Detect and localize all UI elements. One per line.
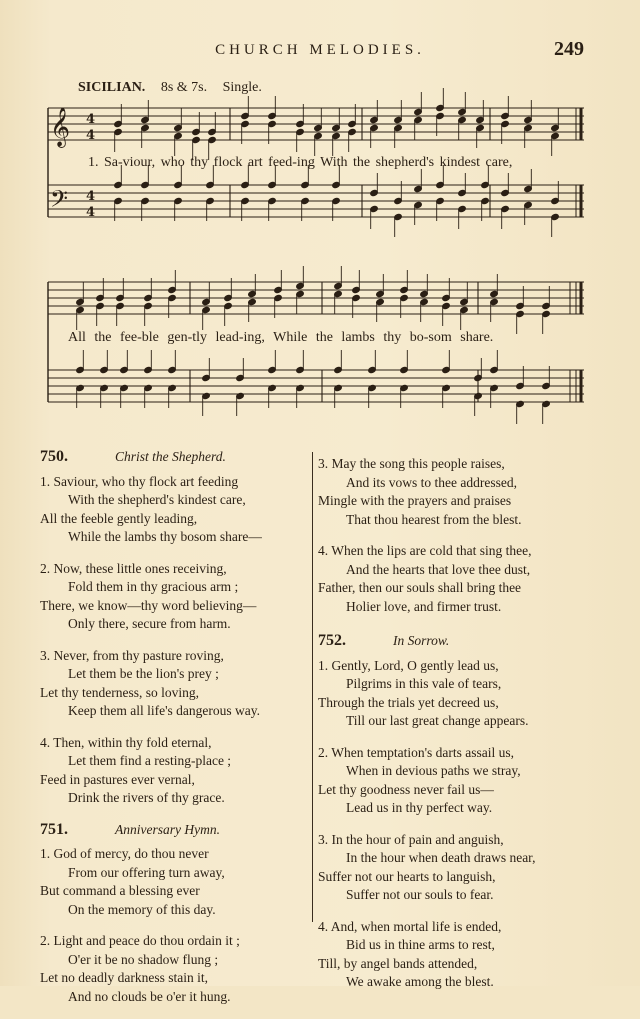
verse-line: 1. God of mercy, do thou never [40, 846, 209, 861]
verse-line: 1. Saviour, who thy flock art feeding [40, 473, 239, 489]
time-signature: 4 [86, 128, 96, 143]
verse-line: Only there, secure from harm. [68, 616, 231, 631]
verse-line: 2. When temptation's darts assail us, [318, 744, 515, 760]
verse-line: All the feeble gently leading, [40, 510, 198, 526]
verse-line: 4. And, when mortal life is ended, [318, 918, 502, 934]
verse-line: Through the trials yet decreed us, [318, 694, 499, 710]
verse-line: And its vows to thee addressed, [346, 474, 517, 490]
time-signature: 4 [86, 205, 96, 220]
verse-line: Drink the rivers of thy grace. [68, 790, 225, 805]
hymn-751-continued [318, 455, 603, 616]
verse-line: Mingle with the prayers and praises [318, 493, 512, 508]
stanza [318, 918, 603, 992]
stanza [40, 647, 312, 721]
verse-line: Fold them in thy gracious arm ; [68, 579, 239, 594]
tune-type: Single. [222, 80, 262, 95]
verse-line: 4. When the lips are cold that sing thee, [318, 543, 532, 558]
treble-clef-icon: 𝄞 [50, 107, 71, 147]
music-score [0, 0, 640, 430]
tune-name: SICILIAN. [78, 80, 146, 95]
verse-line: 3. In the hour of pain and anguish, [318, 831, 504, 847]
hymn-752 [318, 632, 603, 992]
stanza [318, 455, 603, 529]
verse-line: Suffer not our souls to fear. [346, 887, 494, 902]
verse-line: Let them find a resting-place ; [68, 753, 232, 768]
verse-line: On the memory of this day. [68, 901, 216, 917]
verse-line: Let thy goodness never fail us— [318, 781, 494, 797]
verse-line: 3. May the song this people raises, [318, 456, 505, 471]
stanza [40, 473, 312, 547]
hymn-number: 750. [40, 448, 68, 465]
stanza [40, 560, 312, 634]
verse-line: 4. Then, within thy fold eternal, [40, 734, 212, 750]
verse-line: Feed in pastures ever vernal, [40, 771, 195, 787]
verse-line: 2. Light and peace do thou ordain it ; [40, 933, 240, 948]
verse-line: Till our last great change appears. [346, 713, 529, 728]
verse-line: There, we know—thy word believing— [40, 597, 257, 613]
column-divider [312, 452, 313, 922]
verse-line: 3. Never, from thy pasture roving, [40, 647, 224, 663]
verse-line: When in devious paths we stray, [346, 763, 521, 778]
page-number: 249 [554, 38, 584, 60]
stanza [318, 831, 603, 905]
left-column [40, 448, 312, 1019]
hymn-number: 751. [40, 820, 68, 838]
stanza [318, 657, 603, 731]
verse-line: And the hearts that love thee dust, [346, 561, 531, 577]
stanza [318, 542, 603, 616]
bass-clef-icon: 𝄢 [50, 185, 69, 218]
verse-line: In the hour when death draws near, [346, 850, 536, 865]
verse-line: But command a blessing ever [40, 883, 200, 898]
verse-line: Holier love, and firmer trust. [346, 598, 502, 614]
verse-line: Lead us in thy perfect way. [346, 800, 493, 815]
time-signature: 4 [86, 189, 96, 204]
verse-line: Suffer not our hearts to languish, [318, 868, 496, 884]
hymn-750 [40, 448, 312, 808]
verse-line: Bid us in thine arms to rest, [346, 937, 495, 952]
verse-line: 1. Gently, Lord, O gently lead us, [318, 657, 499, 673]
verse-line: Let no deadly darkness stain it, [40, 970, 208, 985]
verse-line: And no clouds be o'er it hung. [68, 988, 231, 1004]
time-signature: 4 [86, 112, 96, 127]
verse-line: From our offering turn away, [68, 864, 225, 880]
right-column [318, 455, 603, 1005]
verse-line: While the lambs thy bosom share— [68, 529, 262, 544]
stanza [40, 932, 312, 1006]
stanza [40, 734, 312, 808]
verse-line: Father, then our souls shall bring thee [318, 580, 522, 595]
stanza [318, 744, 603, 818]
verse-line: Till, by angel bands attended, [318, 955, 478, 971]
hymn-title: Christ the Shepherd. [115, 449, 226, 464]
verse-line: Let them be the lion's prey ; [68, 666, 219, 681]
verse-line: That thou hearest from the blest. [346, 511, 522, 527]
stanza [40, 845, 312, 919]
verse-line: We awake among the blest. [346, 974, 494, 989]
verse-line: Let thy tenderness, so loving, [40, 684, 199, 700]
verse-line: Keep them all life's dangerous way. [68, 703, 260, 718]
lyric-line-1: 1. Sa-viour, who thy flock art feed-ing With the shepherd's kindest care, [88, 155, 513, 170]
tune-meter: 8s & 7s. [160, 80, 208, 95]
hymn-number: 752. [318, 632, 346, 649]
verse-line: 2. Now, these little ones receiving, [40, 560, 227, 576]
verse-line: O'er it be no shadow flung ; [68, 951, 219, 967]
verse-line: Pilgrims in this vale of tears, [346, 676, 502, 691]
running-title: CHURCH MELODIES. [215, 42, 425, 58]
lyric-line-2: All the fee-ble gen-tly lead-ing, While the lambs thy bo-som share. [68, 330, 494, 345]
hymn-751 [40, 821, 312, 1007]
hymn-title: Anniversary Hymn. [115, 821, 220, 837]
verse-line: With the shepherd's kindest care, [68, 492, 246, 507]
hymn-title: In Sorrow. [393, 633, 450, 648]
